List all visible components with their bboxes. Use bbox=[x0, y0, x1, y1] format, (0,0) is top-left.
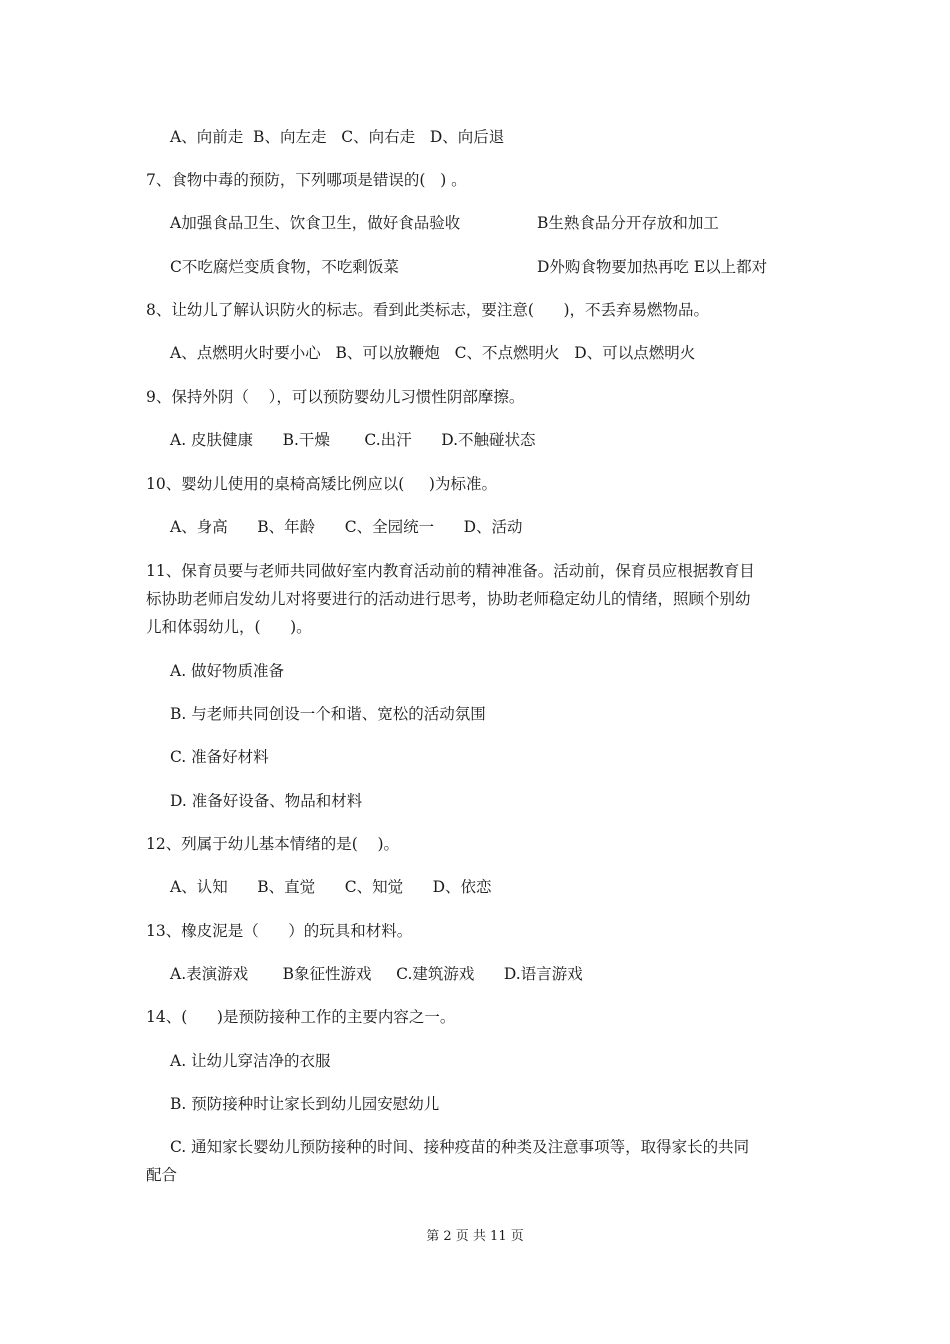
q11-option-d: D. 准备好设备、物品和材料 bbox=[170, 792, 363, 810]
q9-options: A. 皮肤健康 B.干燥 C.出汗 D.不触碰状态 bbox=[170, 431, 536, 449]
q12-options: A、认知 B、直觉 C、知觉 D、依恋 bbox=[170, 878, 492, 896]
q13-options: A.表演游戏 B象征性游戏 C.建筑游戏 D.语言游戏 bbox=[170, 965, 583, 983]
q11-question-line-3: 儿和体弱幼儿，( )。 bbox=[146, 618, 312, 636]
q11-option-a: A. 做好物质准备 bbox=[170, 662, 285, 680]
q6-options: A、向前走 B、向左走 C、向右走 D、向后退 bbox=[170, 128, 505, 146]
q11-option-b: B. 与老师共同创设一个和谐、宽松的活动氛围 bbox=[170, 705, 486, 723]
q12-question: 12、列属于幼儿基本情绪的是( )。 bbox=[146, 835, 400, 853]
q8-options: A、点燃明火时要小心 B、可以放鞭炮 C、不点燃明火 D、可以点燃明火 bbox=[170, 344, 696, 362]
q11-option-c: C. 准备好材料 bbox=[170, 748, 269, 766]
q11-question-line-2: 标协助老师启发幼儿对将要进行的活动进行思考，协助老师稳定幼儿的情绪，照顾个别幼 bbox=[146, 590, 751, 608]
q7-option-de: D外购食物要加热再吃 E以上都对 bbox=[537, 258, 768, 276]
q7-question: 7、食物中毒的预防，下列哪项是错误的( ) 。 bbox=[146, 171, 467, 189]
q14-question: 14、( )是预防接种工作的主要内容之一。 bbox=[146, 1008, 456, 1026]
q9-question: 9、保持外阴（ ），可以预防婴幼儿习惯性阴部摩擦。 bbox=[146, 388, 525, 406]
q11-question-line-1: 11、保育员要与老师共同做好室内教育活动前的精神准备。活动前，保育员应根据教育目 bbox=[146, 562, 755, 580]
q10-options: A、身高 B、年龄 C、全园统一 D、活动 bbox=[170, 518, 523, 536]
q8-question: 8、让幼儿了解认识防火的标志。看到此类标志，要注意( )，不丢弃易燃物品。 bbox=[146, 301, 710, 319]
q10-question: 10、婴幼儿使用的桌椅高矮比例应以( )为标准。 bbox=[146, 475, 497, 493]
q7-option-c: C不吃腐烂变质食物，不吃剩饭菜 bbox=[170, 258, 399, 276]
q14-option-c-line-1: C. 通知家长婴幼儿预防接种的时间、接种疫苗的种类及注意事项等，取得家长的共同 bbox=[170, 1138, 750, 1156]
q13-question: 13、橡皮泥是（ ）的玩具和材料。 bbox=[146, 922, 413, 940]
q14-option-c-line-2: 配合 bbox=[146, 1166, 178, 1184]
q7-option-b: B生熟食品分开存放和加工 bbox=[537, 214, 719, 232]
q14-option-a: A. 让幼儿穿洁净的衣服 bbox=[170, 1052, 331, 1070]
q7-option-a: A加强食品卫生、饮食卫生，做好食品验收 bbox=[170, 214, 461, 232]
page-footer: 第 2 页 共 11 页 bbox=[426, 1229, 524, 1244]
q14-option-b: B. 预防接种时让家长到幼儿园安慰幼儿 bbox=[170, 1095, 440, 1113]
